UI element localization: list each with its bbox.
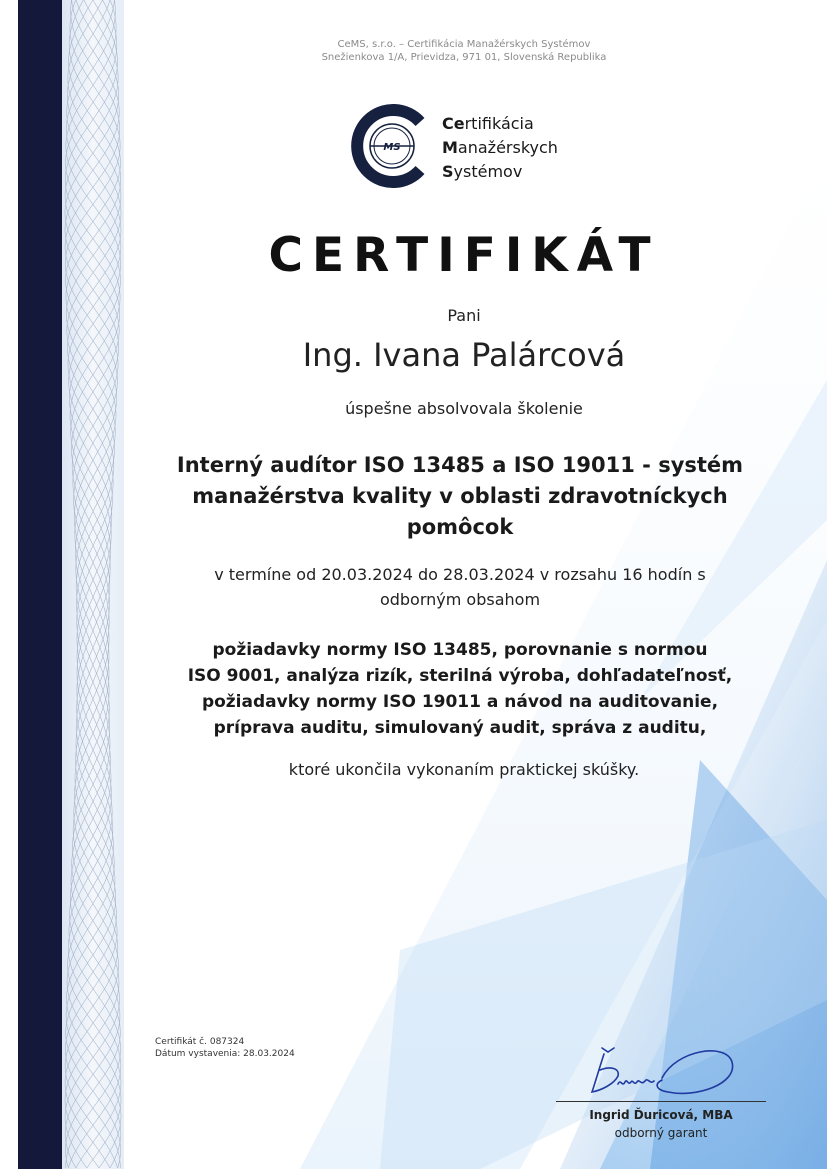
certificate-title: CERTIFIKÁT: [268, 228, 660, 283]
course-topics: [150, 637, 770, 741]
signatory-name: Ingrid Ďuricová, MBA: [589, 1108, 733, 1122]
certificate-number: Certifikát č. 087324: [155, 1037, 245, 1047]
logo-line: Systémov: [442, 162, 523, 181]
completion-statement: úspešne absolvovala školenie: [345, 399, 583, 418]
issuer-line: CeMS, s.r.o. – Certifikácia Manažérskych Systémov: [337, 39, 591, 50]
course-term: [160, 562, 760, 612]
logo-wordmark: [442, 112, 558, 184]
certificate-meta: [155, 1036, 295, 1060]
cms-emblem-icon: [350, 104, 434, 188]
guilloche-border: [62, 0, 124, 1169]
closing-statement: ktoré ukončila vykonaním praktickej skúšky.: [288, 760, 640, 779]
topic-line: ISO 9001, analýza rizík, sterilná výroba, dohľadateľnosť,: [187, 666, 733, 686]
left-border-band: [18, 0, 62, 1169]
issue-date: Dátum vystavenia: 28.03.2024: [155, 1049, 295, 1059]
signature-block: [556, 1040, 766, 1150]
logo-line: Manažérskych: [442, 138, 558, 157]
handwritten-signature: [556, 1040, 766, 1102]
course-title: [150, 450, 770, 543]
issuer-address: Snežienkova 1/A, Prievidza, 971 01, Slovenská Republika: [321, 52, 607, 63]
topic-line: požiadavky normy ISO 19011 a návod na auditovanie,: [201, 692, 719, 712]
course-line: manažérstva kvality v oblasti zdravotníckych: [192, 484, 728, 508]
course-line: Interný audítor ISO 13485 a ISO 19011 - systém: [176, 453, 744, 477]
signatory-role: odborný garant: [614, 1126, 708, 1140]
topic-line: príprava auditu, simulovaný audit, správa z auditu,: [213, 718, 707, 738]
term-line: v termíne od 20.03.2024 do 28.03.2024 v rozsahu 16 hodín s: [214, 565, 706, 584]
recipient-name: Ing. Ivana Palárcová: [302, 336, 626, 374]
emblem-label: MS: [383, 142, 401, 153]
signature-line: [556, 1101, 766, 1102]
logo-line: Certifikácia: [442, 114, 534, 133]
course-line: pomôcok: [406, 515, 514, 539]
term-line: odborným obsahom: [379, 590, 541, 609]
salutation: Pani: [447, 306, 481, 325]
topic-line: požiadavky normy ISO 13485, porovnanie s normou: [212, 640, 708, 660]
issuer-header: [124, 38, 804, 64]
company-logo: [350, 104, 590, 188]
